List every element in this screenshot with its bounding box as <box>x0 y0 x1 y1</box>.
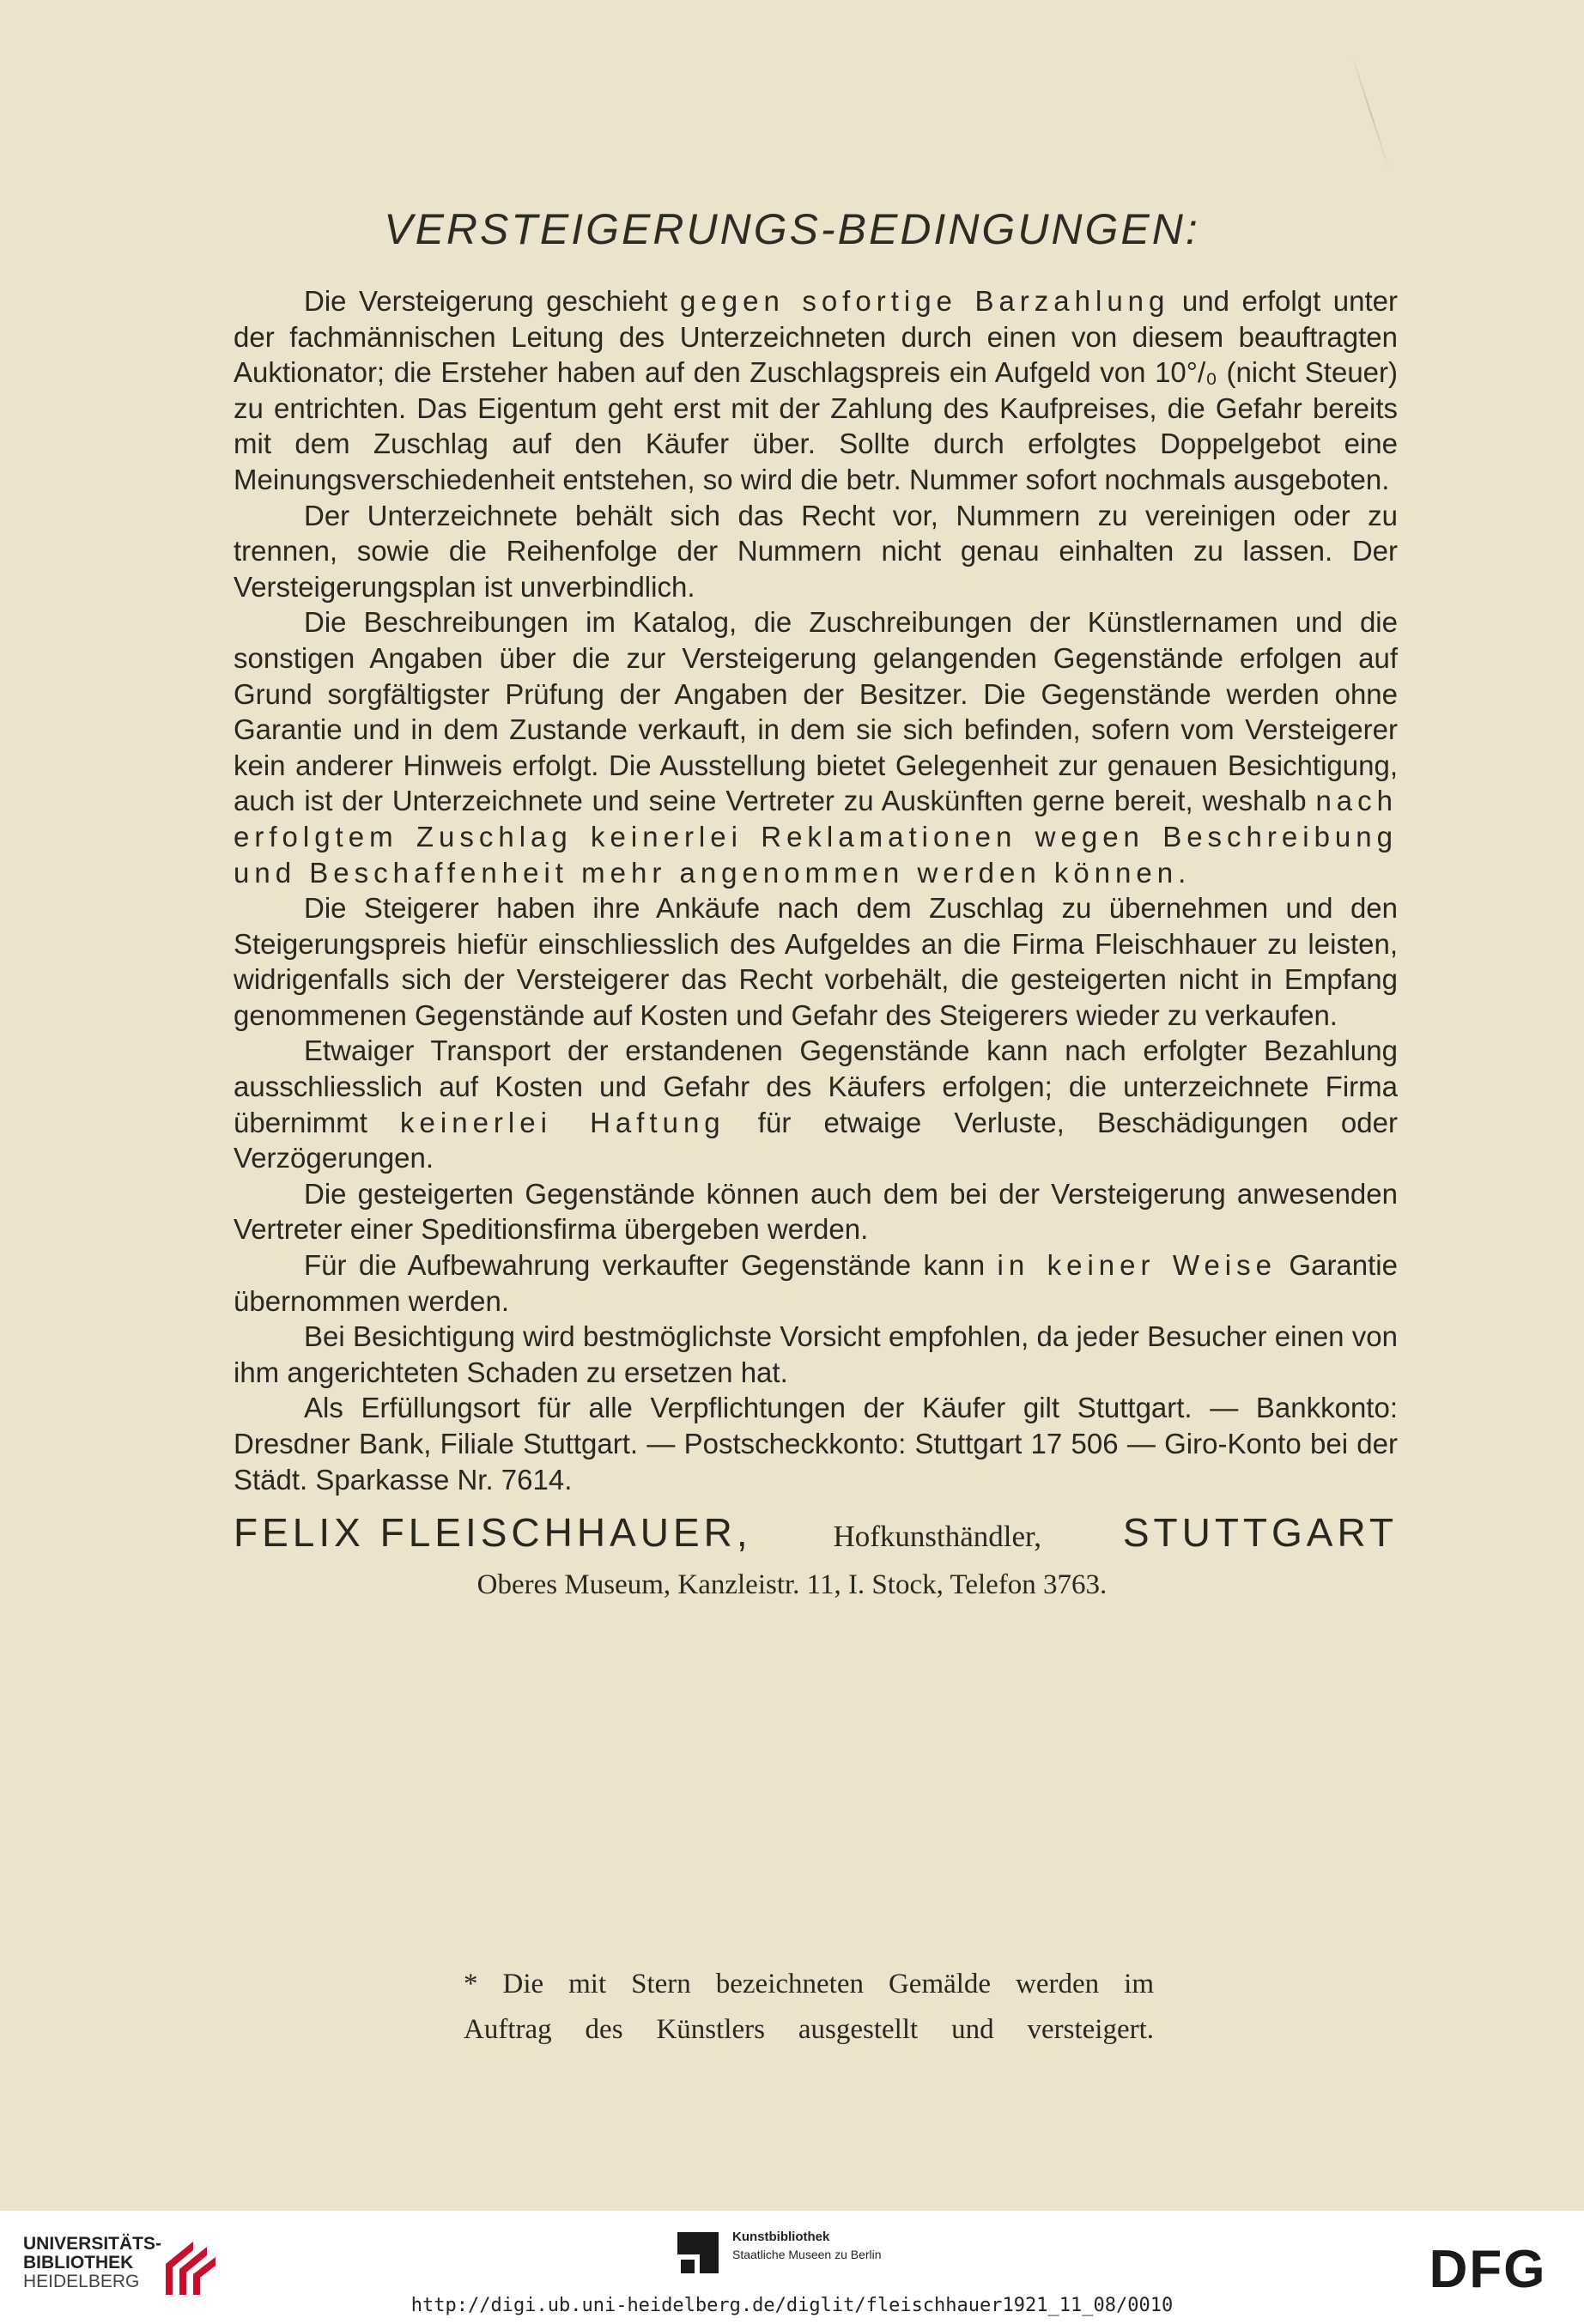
paragraph-text: Der Unterzeichnete behält sich das Recht vor, Nummern zu vereinigen oder zu trennen, sowie die Reihenfolge der Nummern nicht genau einhalten zu lassen. Der Versteigerungsplan ist unverbindlich. <box>234 499 1398 603</box>
dfg-logo-text: DFG <box>1429 2242 1547 2294</box>
paragraph-text: Die Steigerer haben ihre Ankäufe nach dem Zuschlag zu übernehmen und den Steigerungspreis hiefür einschliesslich des Aufgeldes an die Firma Fleischhauer zu leisten, widrigenfalls sich der Versteigerer das Recht vorbehält, die gesteigerten nicht in Empfang genommenen Gegenstände auf Kosten und Gefahr des Steigerers wieder zu verkaufen. <box>234 892 1398 1031</box>
uni-logo-line-3: HEIDELBERG <box>23 2272 140 2291</box>
signature-name: FELIX FLEISCHHAUER, <box>234 1510 752 1555</box>
paragraph-text: Bei Besichtigung wird bestmöglichste Vorsicht empfohlen, da jeder Besucher einen von ihm angerichteten Schaden zu ersetzen hat. <box>234 1320 1398 1388</box>
paragraph-text: Etwaiger Transport der erstandenen Gegenstände kann nach erfolgter Bezahlung ausschliesslich auf Kosten und Gefahr des Käufers erfolgen; die unterzeichnete Firma übernimmt <box>234 1035 1398 1138</box>
kunstbibliothek-title: Kunstbibliothek <box>732 2230 830 2244</box>
kunstbibliothek-subtitle: Staatliche Museen zu Berlin <box>732 2248 882 2261</box>
footnote <box>464 1962 1154 2053</box>
emphasis-text: nach erfolgtem Zuschlag keinerlei Reklamationen wegen Beschreibung und Beschaffenheit mehr angenommen werden können. <box>234 785 1398 889</box>
emphasis-text: in keiner Weise <box>997 1249 1277 1282</box>
paragraph-text: Die gesteigerten Gegenstände können auch dem bei der Versteigerung anwesenden Vertreter einer Speditionsfirma übergeben werden. <box>234 1177 1398 1246</box>
conditions-text <box>234 283 1398 1497</box>
conditions-paragraph-3 <box>234 604 1398 890</box>
uni-logo-line-2: BIBLIOTHEK <box>23 2253 134 2272</box>
conditions-paragraph-8 <box>234 1319 1398 1390</box>
heidelberg-library-logo[interactable] <box>23 2235 246 2303</box>
conditions-paragraph-1 <box>234 283 1398 498</box>
conditions-paragraph-7 <box>234 1247 1398 1319</box>
uni-logo-text <box>23 2235 161 2291</box>
emphasis-text: keinerlei Haftung <box>400 1106 725 1138</box>
permalink-url[interactable]: http://digi.ub.uni-heidelberg.de/diglit/fleischhauer1921_11_08/0010 <box>410 2295 1174 2316</box>
paragraph-text: Garantie übernommen werden. <box>234 1249 1398 1317</box>
uni-logo-line-1: UNIVERSITÄTS- <box>23 2234 162 2254</box>
paragraph-text: für etwaige Verluste, Beschädigungen oder Verzögerungen. <box>234 1106 1398 1174</box>
conditions-paragraph-6 <box>234 1176 1398 1247</box>
footnote-line-2: Auftrag des Künstlers ausgestellt und versteigert. <box>464 2014 1154 2045</box>
signature-city: STUTTGART <box>1122 1510 1398 1555</box>
paper-crease <box>1350 54 1389 169</box>
dfg-logo[interactable] <box>1411 2242 1565 2294</box>
page-title: VERSTEIGERUNGS-BEDINGUNGEN: <box>384 205 1200 253</box>
emphasis-text: gegen sofortige Barzahlung <box>680 285 1170 317</box>
paragraph-text: Die Versteigerung geschieht <box>304 285 681 317</box>
conditions-paragraph-4 <box>234 890 1398 1033</box>
paragraph-text: und erfolgt unter der fachmännischen Leitung des Unterzeichneten durch einen von diesem beauftragten Auktionator; die Ersteher haben auf den Zuschlagspreis ein Aufgeld von 10°/₀ (nicht Steuer) zu entrichten. Das Eigentum geht erst mit der Zahlung des Kaufpreises, die Gefahr bereits mit dem Zuschlag auf den Käufer über. Sollte durch erfolgtes Doppelgebot eine Meinungsverschiedenheit entstehen, so wird die betr. Nummer sofort nochmals ausgeboten. <box>234 285 1398 495</box>
conditions-paragraph-9 <box>234 1390 1398 1497</box>
uni-logo-mark-icon <box>159 2235 221 2297</box>
kunstbibliothek-mark-icon <box>674 2229 722 2277</box>
paragraph-text: Für die Aufbewahrung verkaufter Gegenstände kann <box>304 1249 998 1282</box>
paragraph-text: Die Beschreibungen im Katalog, die Zuschreibungen der Künstlernamen und die sonstigen Angaben über die zur Versteigerung gelangenden Gegenstände erfolgen auf Grund sorgfältigster Prüfung der Angaben der Besitzer. Die Gegenstände werden ohne Garantie und in dem Zustande verkauft, in dem sie sich befinden, sofern vom Versteigerer kein anderer Hinweis erfolgt. Die Ausstellung bietet Gelegenheit zur genauen Besichtigung, auch ist der Unterzeichnete und seine Vertreter zu Auskünften gerne bereit, weshalb <box>234 606 1398 817</box>
kunstbibliothek-logo[interactable] <box>674 2229 932 2280</box>
footnote-line-1: * Die mit Stern bezeichneten Gemälde werden im <box>464 1969 1154 1999</box>
conditions-paragraph-5 <box>234 1033 1398 1175</box>
address-line: Oberes Museum, Kanzleistr. 11, I. Stock, Telefon 3763. <box>476 1569 1108 1600</box>
conditions-paragraph-2 <box>234 498 1398 605</box>
kunstbibliothek-text <box>732 2229 882 2263</box>
signature-line <box>234 1509 1398 1556</box>
signature-title: Hofkunsthändler, <box>833 1520 1042 1553</box>
paragraph-text: Als Erfüllungsort für alle Verpflichtungen der Käufer gilt Stuttgart. — Bankkonto: Dresdner Bank, Filiale Stuttgart. — Postscheckkonto: Stuttgart 17 506 — Giro-Konto bei der Städt. Sparkasse Nr. 7614. <box>234 1392 1398 1496</box>
